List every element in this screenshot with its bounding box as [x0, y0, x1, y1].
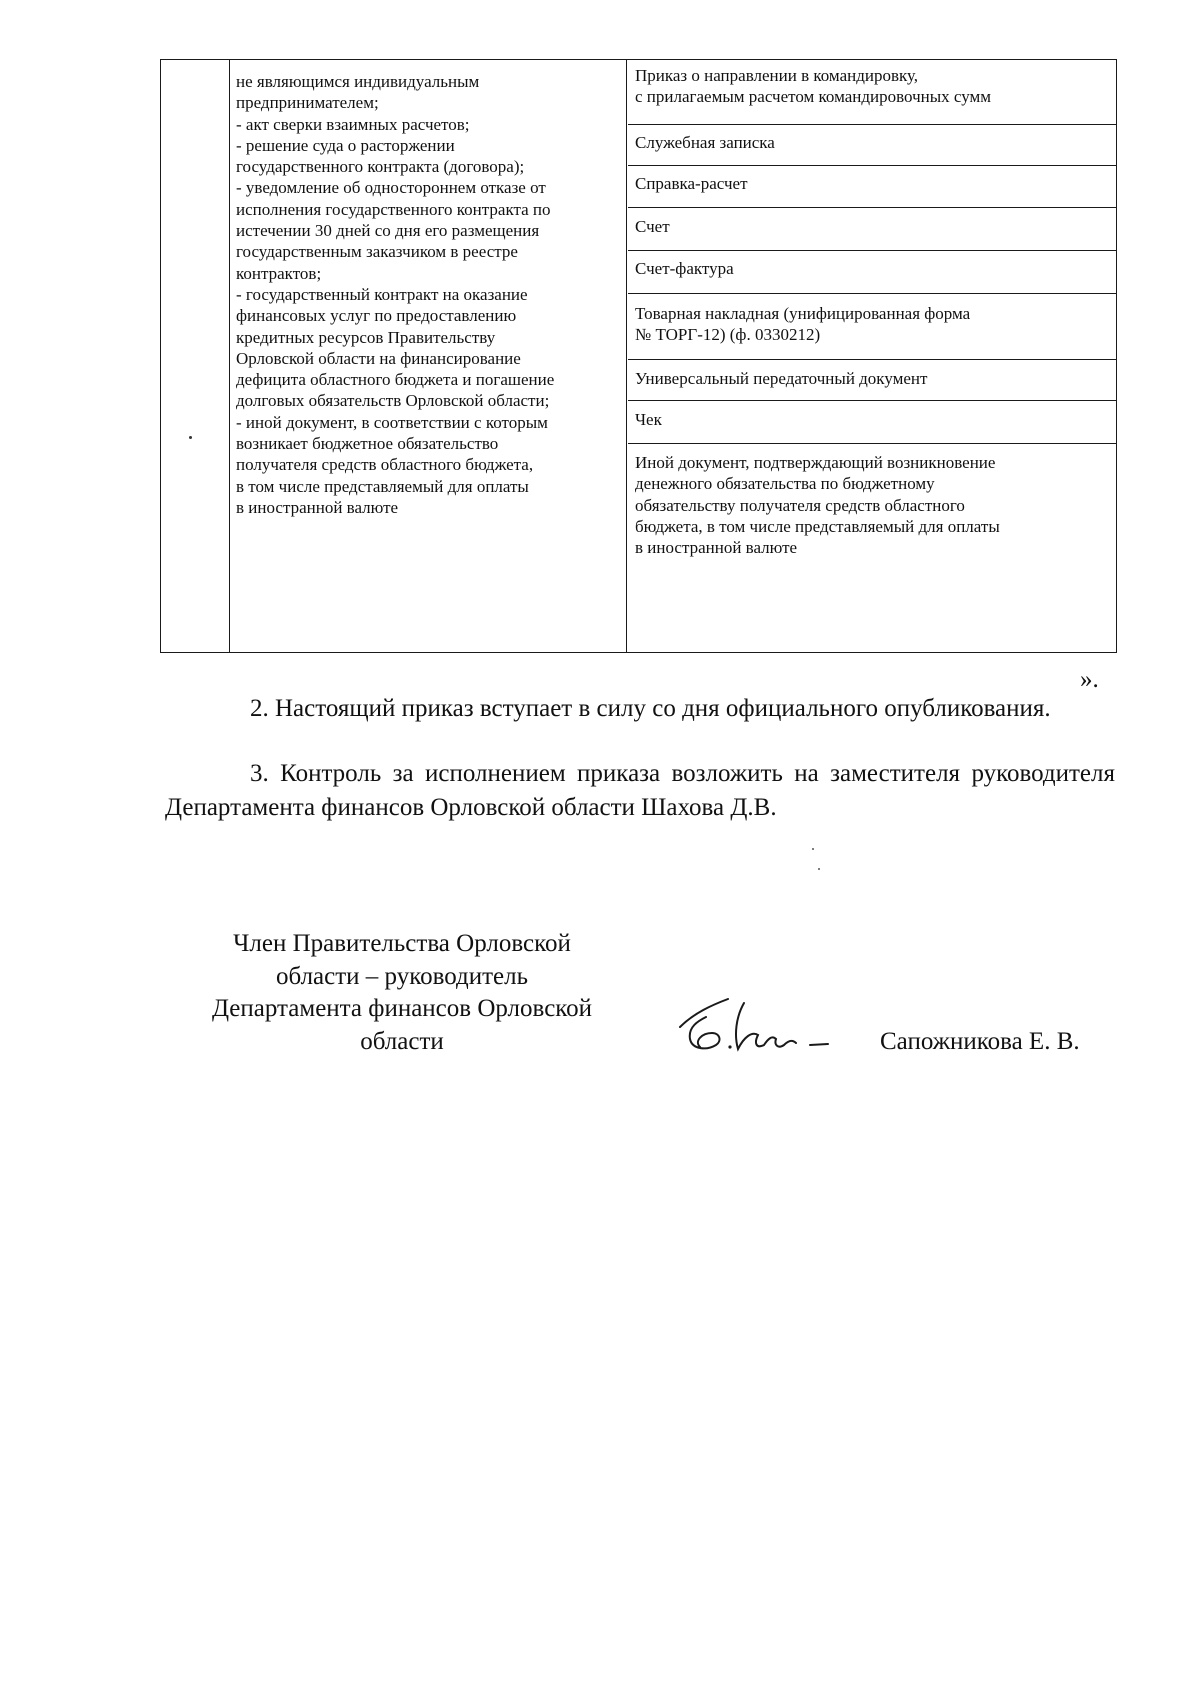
- column-divider: [626, 60, 627, 652]
- document-type-row: Счет-фактура: [628, 251, 1116, 294]
- scan-speck: [189, 436, 192, 439]
- document-type-row: Универсальный передаточный документ: [628, 360, 1116, 401]
- signer-title: Член Правительства Орловской области – руководитель Департамента финансов Орловской области: [211, 930, 593, 1055]
- document-type-row: Служебная записка: [628, 125, 1116, 166]
- documents-table: [160, 59, 1117, 653]
- table-basis-cell: не являющимся индивидуальным предпринимателем; - акт сверки взаимных расчетов; - решение суда о расторжении государственного контракта (договора); - уведомление об одностороннем отказе от исполнения государственного контракта по истечении 30 дней со дня его размещения государственным заказчиком в реестре контрактов; - государственный контракт на оказание финансовых услуг по предоставлению кредитных ресурсов Правительству Орловской области на финансирование дефицита областного бюджета и погашение долговых обязательств Орловской области; - иной документ, в соответствии с которым возникает бюджетное обязательство получателя средств областного бюджета, в том числе представляемый для оплаты в иностранной валюте: [236, 72, 555, 517]
- scan-speck: [818, 868, 820, 870]
- document-type-row: Счет: [628, 208, 1116, 251]
- paragraph-effective-date: 2. Настоящий приказ вступает в силу со дня официального опубликования.: [250, 695, 1051, 722]
- document-type-row: Чек: [628, 401, 1116, 444]
- document-type-row: Приказ о направлении в командировку, с прилагаемым расчетом командировочных сумм: [628, 62, 1116, 125]
- signer-name: Сапожникова Е. В.: [880, 1028, 1080, 1055]
- handwritten-signature: [672, 987, 837, 1059]
- document-type-row: Справка-расчет: [628, 166, 1116, 208]
- document-type-row: Товарная накладная (унифицированная форма № ТОРГ-12) (ф. 0330212): [628, 294, 1116, 360]
- document-type-row: Иной документ, подтверждающий возникновение денежного обязательства по бюджетному обязательству получателя средств областного бюджета, в том числе представляемый для оплаты в иностранной валюте: [635, 453, 1000, 558]
- scan-speck: [812, 848, 814, 850]
- closing-quote: ».: [1080, 666, 1099, 693]
- table-number-cell: [161, 60, 229, 652]
- column-divider: [229, 60, 230, 652]
- paragraph-control: 3. Контроль за исполнением приказа возложить на заместителя руководителя Департамента финансов Орловской области Шахова Д.В.: [165, 760, 1115, 821]
- document-types-list: [628, 62, 1116, 652]
